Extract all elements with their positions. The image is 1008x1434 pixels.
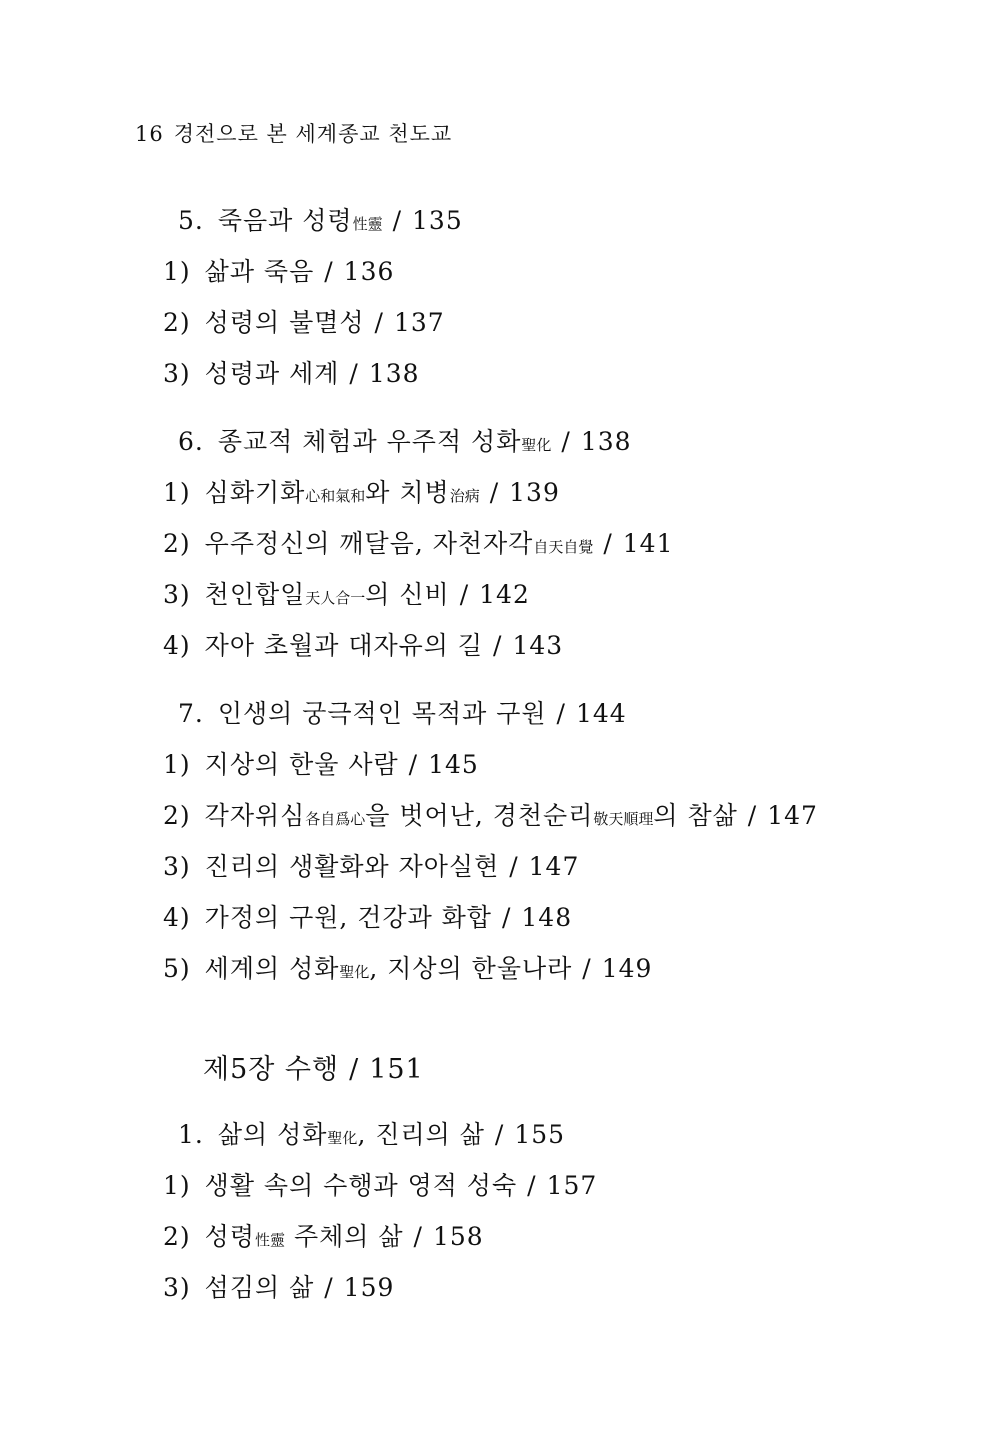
toc-number: 1) bbox=[163, 478, 191, 507]
toc-item bbox=[163, 852, 579, 882]
toc-separator: / bbox=[556, 699, 566, 728]
toc-title-continued: , 진리의 삶 bbox=[357, 1120, 485, 1149]
toc-title-continued: 주체의 삶 bbox=[285, 1222, 404, 1251]
toc-separator: / bbox=[747, 801, 758, 830]
toc-separator: / bbox=[324, 1273, 334, 1302]
toc-item bbox=[163, 359, 420, 389]
toc-separator: / bbox=[324, 257, 334, 286]
toc-separator: / bbox=[408, 750, 419, 779]
toc-hanja: 性靈 bbox=[352, 215, 383, 233]
toc-title: 심화기화 bbox=[204, 478, 306, 507]
toc-title: 진리의 생활화와 자아실현 bbox=[204, 852, 500, 881]
toc-hanja: 各自爲心 bbox=[305, 810, 366, 828]
toc-page-number: 137 bbox=[393, 308, 445, 337]
toc-hanja: 心和氣和 bbox=[305, 487, 366, 505]
toc-title: 성령의 불멸성 bbox=[204, 308, 365, 337]
toc-page-number: 144 bbox=[575, 699, 627, 728]
toc-hanja: 性靈 bbox=[254, 1231, 285, 1249]
toc-page-number: 139 bbox=[509, 478, 560, 507]
toc-title: 죽음과 성령 bbox=[217, 206, 353, 235]
toc-number: 2) bbox=[163, 529, 191, 558]
toc-number: 1) bbox=[163, 1171, 191, 1200]
toc-title: 각자위심 bbox=[204, 801, 306, 830]
toc-page-number: 159 bbox=[343, 1273, 395, 1302]
toc-item bbox=[163, 1273, 394, 1303]
toc-number: 4) bbox=[163, 631, 191, 660]
toc-title: 종교적 체험과 우주적 성화 bbox=[217, 427, 522, 456]
toc-title-continued: 와 치병 bbox=[365, 478, 450, 507]
toc-item bbox=[163, 529, 674, 562]
toc-item bbox=[163, 580, 530, 613]
toc-separator: / bbox=[494, 1120, 505, 1149]
toc-separator: / bbox=[603, 529, 613, 558]
toc-number: 5) bbox=[163, 954, 191, 983]
toc-page-number: 135 bbox=[412, 206, 463, 235]
toc-item bbox=[163, 257, 394, 287]
toc-page-number: 143 bbox=[512, 631, 564, 660]
toc-section bbox=[178, 427, 632, 460]
toc-number: 1) bbox=[163, 257, 191, 286]
toc-title-continued: , 지상의 한울나라 bbox=[369, 954, 573, 983]
toc-page-number: 158 bbox=[432, 1222, 484, 1251]
toc-separator: / bbox=[489, 478, 500, 507]
toc-number: 3) bbox=[163, 852, 191, 881]
toc-page-number: 147 bbox=[528, 852, 580, 881]
toc-hanja: 自天自覺 bbox=[533, 538, 594, 556]
toc-hanja: 敬天順理 bbox=[593, 810, 654, 828]
toc-page-number: 155 bbox=[514, 1120, 566, 1149]
toc-number: 3) bbox=[163, 580, 191, 609]
toc-page-number: 149 bbox=[601, 954, 653, 983]
toc-page-number: 136 bbox=[343, 257, 395, 286]
toc-title: 제5장 수행 bbox=[203, 1054, 340, 1085]
toc-separator: / bbox=[493, 631, 503, 660]
toc-page-number: 151 bbox=[369, 1054, 424, 1085]
toc-title: 지상의 한울 사람 bbox=[204, 750, 399, 779]
header-book-title: 경전으로 본 세계종교 천도교 bbox=[173, 122, 453, 146]
toc-title: 섬김의 삶 bbox=[204, 1273, 315, 1302]
toc-item bbox=[163, 954, 652, 987]
toc-separator: / bbox=[374, 308, 384, 337]
toc-title: 천인합일 bbox=[204, 580, 306, 609]
toc-title: 삶과 죽음 bbox=[204, 257, 315, 286]
toc-page-number: 157 bbox=[546, 1171, 598, 1200]
toc-title: 세계의 성화 bbox=[204, 954, 340, 983]
toc-title: 가정의 구원, 건강과 화합 bbox=[204, 903, 492, 932]
toc-title: 생활 속의 수행과 영적 성숙 bbox=[204, 1171, 518, 1200]
toc-title-continued: 을 벗어난, 경천순리 bbox=[365, 801, 594, 830]
toc-number: 3) bbox=[163, 359, 191, 388]
toc-separator: / bbox=[582, 954, 592, 983]
toc-item bbox=[163, 903, 572, 933]
toc-item bbox=[163, 1171, 597, 1201]
toc-separator: / bbox=[561, 427, 571, 456]
toc-number: 5. bbox=[178, 206, 204, 235]
toc-number: 6. bbox=[178, 427, 204, 456]
toc-page-number: 138 bbox=[368, 359, 420, 388]
toc-section bbox=[178, 699, 627, 729]
toc-title: 우주정신의 깨달음, 자천자각 bbox=[204, 529, 534, 558]
toc-number: 2) bbox=[163, 308, 191, 337]
toc-title: 성령 bbox=[204, 1222, 255, 1251]
toc-title-continued: 의 참삶 bbox=[653, 801, 738, 830]
toc-item bbox=[163, 631, 563, 661]
toc-item bbox=[163, 750, 479, 780]
toc-page-number: 145 bbox=[428, 750, 479, 779]
toc-chapter bbox=[203, 1055, 424, 1085]
toc-number: 7. bbox=[178, 699, 204, 728]
toc-separator: / bbox=[459, 580, 470, 609]
toc-page-number: 147 bbox=[767, 801, 818, 830]
toc-separator: / bbox=[413, 1222, 423, 1251]
running-header bbox=[135, 118, 452, 148]
toc-item bbox=[163, 1222, 484, 1255]
toc-page-number: 142 bbox=[479, 580, 530, 609]
toc-hanja: 聖化 bbox=[339, 963, 370, 981]
toc-section bbox=[178, 1120, 565, 1153]
toc-hanja: 天人合一 bbox=[305, 589, 366, 607]
toc-number: 1. bbox=[178, 1120, 204, 1149]
toc-separator: / bbox=[349, 1054, 360, 1085]
toc-number: 1) bbox=[163, 750, 191, 779]
toc-separator: / bbox=[349, 359, 359, 388]
toc-item bbox=[163, 801, 818, 834]
toc-hanja: 聖化 bbox=[521, 436, 552, 454]
toc-title: 성령과 세계 bbox=[204, 359, 340, 388]
toc-item bbox=[163, 478, 560, 511]
toc-number: 2) bbox=[163, 801, 191, 830]
toc-page-number: 141 bbox=[622, 529, 674, 558]
toc-section bbox=[178, 206, 463, 239]
toc-title-continued: 의 신비 bbox=[365, 580, 450, 609]
toc-hanja: 治病 bbox=[449, 487, 480, 505]
toc-number: 3) bbox=[163, 1273, 191, 1302]
header-page-number: 16 bbox=[135, 122, 164, 146]
toc-hanja: 聖化 bbox=[327, 1129, 358, 1147]
toc-number: 4) bbox=[163, 903, 191, 932]
toc-separator: / bbox=[501, 903, 512, 932]
toc-item bbox=[163, 308, 445, 338]
toc-title: 인생의 궁극적인 목적과 구원 bbox=[217, 699, 547, 728]
toc-separator: / bbox=[527, 1171, 537, 1200]
toc-page-number: 138 bbox=[580, 427, 632, 456]
toc-separator: / bbox=[392, 206, 403, 235]
toc-separator: / bbox=[509, 852, 519, 881]
toc-page-number: 148 bbox=[521, 903, 573, 932]
toc-number: 2) bbox=[163, 1222, 191, 1251]
toc-title: 삶의 성화 bbox=[217, 1120, 328, 1149]
toc-title: 자아 초월과 대자유의 길 bbox=[204, 631, 484, 660]
